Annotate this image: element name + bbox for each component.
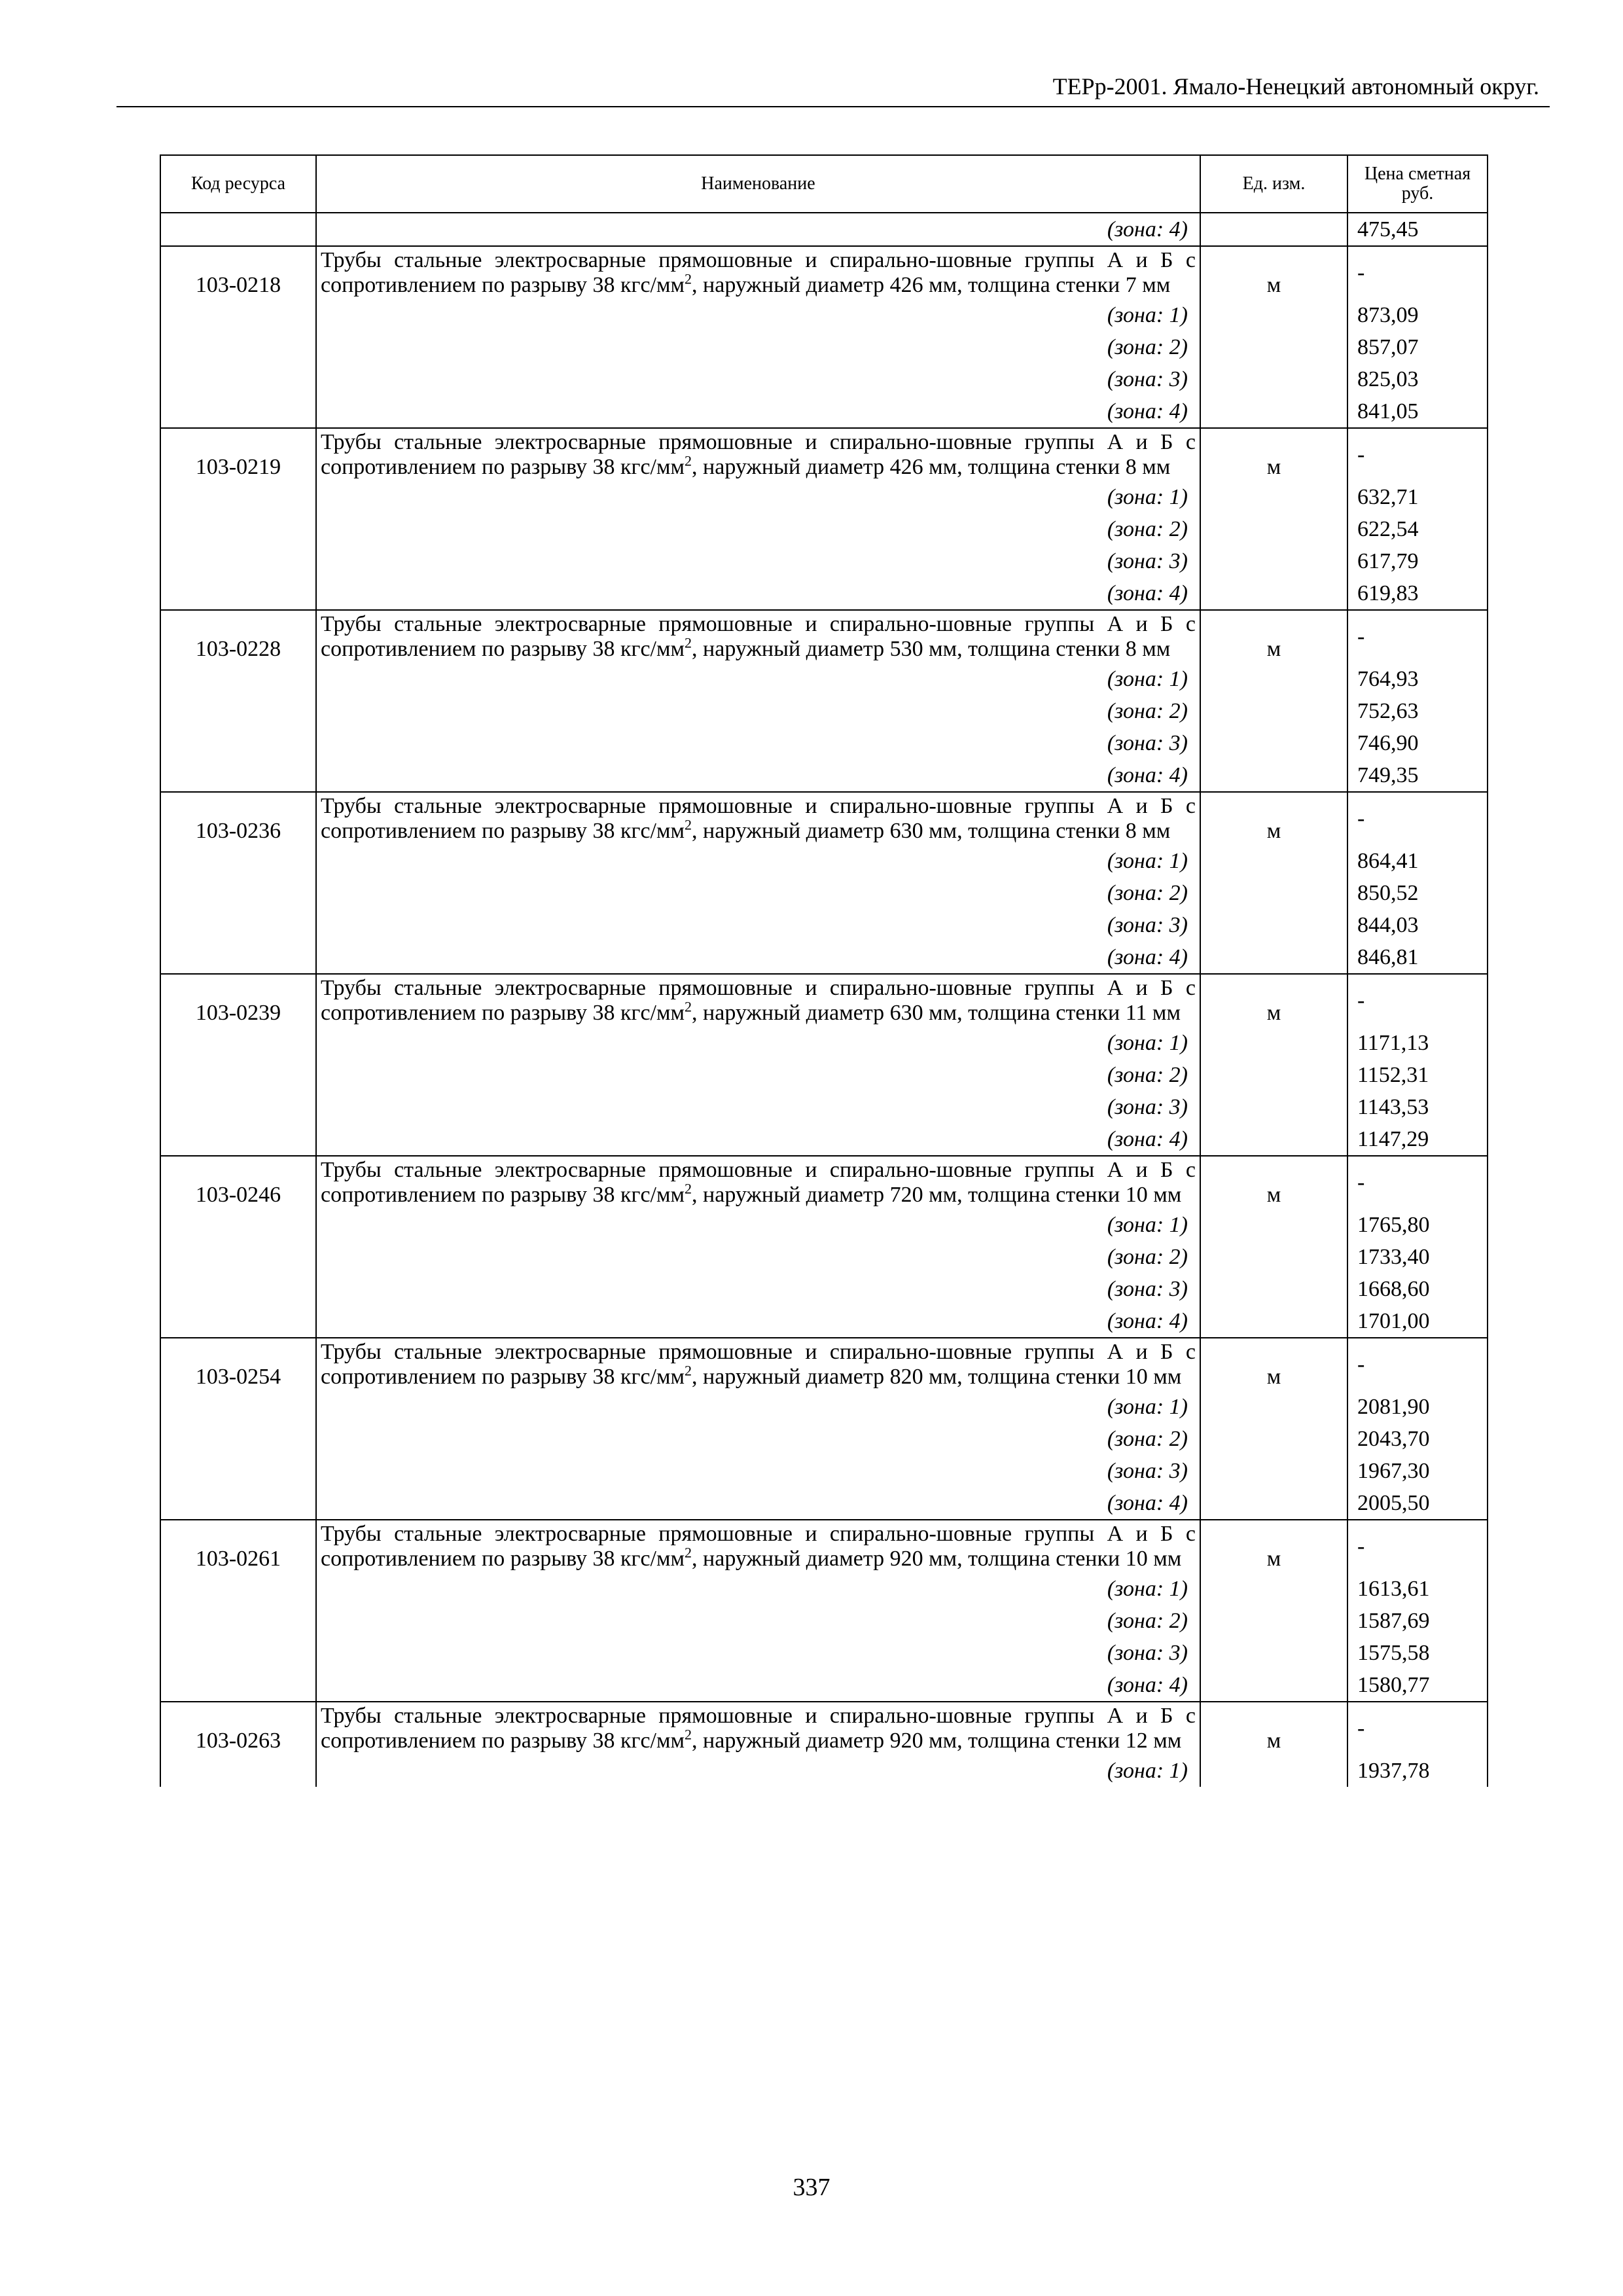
zone-label: (зона: 4) [316, 1669, 1200, 1702]
resource-unit: м [1200, 246, 1347, 428]
resource-row [160, 610, 1488, 663]
resource-price: - [1347, 1338, 1488, 1391]
resource-name-suffix: , наружный диаметр 426 мм, толщина стенки 8 мм [692, 455, 1171, 479]
resource-unit: м [1200, 1702, 1347, 1787]
zone-price: 1580,77 [1347, 1669, 1488, 1702]
resource-name-prefix: Трубы стальные электросварные прямошовные и спирально-шовные группы А и Б с сопротивлением по разрыву 38 кгс/мм [321, 1704, 1196, 1753]
zone-price: 1613,61 [1347, 1573, 1488, 1605]
resource-price: - [1347, 1702, 1488, 1755]
zone-price: 1143,53 [1347, 1091, 1488, 1123]
resource-row [160, 1702, 1488, 1755]
zone-label: (зона: 4) [316, 1305, 1200, 1338]
resource-name-suffix: , наружный диаметр 630 мм, толщина стенки 8 мм [692, 819, 1171, 843]
resource-price: - [1347, 428, 1488, 481]
resource-row [160, 1520, 1488, 1573]
zone-price: 1765,80 [1347, 1209, 1488, 1241]
resource-name [316, 246, 1200, 299]
resource-name-suffix: , наружный диаметр 920 мм, толщина стенки 10 мм [692, 1547, 1182, 1571]
zone-label: (зона: 1) [316, 663, 1200, 695]
zone-price: 2081,90 [1347, 1391, 1488, 1423]
zone-label: (зона: 4) [316, 1123, 1200, 1156]
resource-row [160, 974, 1488, 1027]
zone-label: (зона: 2) [316, 1605, 1200, 1637]
zone-price: 846,81 [1347, 941, 1488, 974]
zone-price: 752,63 [1347, 695, 1488, 727]
column-header-code: Код ресурса [160, 155, 316, 213]
resource-price: - [1347, 1520, 1488, 1573]
table-header-row [160, 155, 1488, 213]
table-cell-unit [1200, 213, 1347, 246]
resource-name-superscript: 2 [685, 634, 692, 651]
zone-price: 749,35 [1347, 759, 1488, 792]
zone-label: (зона: 3) [316, 1455, 1200, 1487]
resource-name [316, 1338, 1200, 1391]
resource-unit: м [1200, 1338, 1347, 1520]
resource-name-suffix: , наружный диаметр 630 мм, толщина стенки 11 мм [692, 1001, 1181, 1025]
resource-name-superscript: 2 [685, 998, 692, 1015]
zone-price: 864,41 [1347, 845, 1488, 877]
zone-label: (зона: 4) [316, 213, 1200, 246]
zone-price: 1733,40 [1347, 1241, 1488, 1273]
resource-name-superscript: 2 [685, 1726, 692, 1743]
resource-unit: м [1200, 1156, 1347, 1338]
zone-label: (зона: 1) [316, 845, 1200, 877]
page-number: 337 [793, 2174, 830, 2201]
resource-price: - [1347, 246, 1488, 299]
resource-name [316, 974, 1200, 1027]
zone-label: (зона: 3) [316, 1091, 1200, 1123]
zone-price: 873,09 [1347, 299, 1488, 331]
zone-price: 1575,58 [1347, 1637, 1488, 1669]
resource-name-suffix: , наружный диаметр 820 мм, толщина стенки 10 мм [692, 1365, 1182, 1389]
resource-name-prefix: Трубы стальные электросварные прямошовные и спирально-шовные группы А и Б с сопротивлением по разрыву 38 кгс/мм [321, 976, 1196, 1025]
zone-price: 1937,78 [1347, 1755, 1488, 1787]
zone-label: (зона: 2) [316, 331, 1200, 363]
zone-label: (зона: 4) [316, 941, 1200, 974]
resource-code: 103-0219 [160, 428, 316, 610]
header-divider [116, 106, 1550, 107]
table-cell-code [160, 213, 316, 246]
zone-price: 1152,31 [1347, 1059, 1488, 1091]
column-header-unit: Ед. изм. [1200, 155, 1347, 213]
resource-code: 103-0218 [160, 246, 316, 428]
resource-name-prefix: Трубы стальные электросварные прямошовные и спирально-шовные группы А и Б с сопротивлением по разрыву 38 кгс/мм [321, 430, 1196, 479]
zone-price: 1967,30 [1347, 1455, 1488, 1487]
zone-label: (зона: 4) [316, 577, 1200, 610]
resource-price: - [1347, 1156, 1488, 1209]
resource-name-prefix: Трубы стальные электросварные прямошовные и спирально-шовные группы А и Б с сопротивлением по разрыву 38 кгс/мм [321, 794, 1196, 843]
zone-label: (зона: 2) [316, 1059, 1200, 1091]
zone-label: (зона: 1) [316, 299, 1200, 331]
zone-label: (зона: 1) [316, 1391, 1200, 1423]
zone-label: (зона: 1) [316, 1027, 1200, 1059]
zone-price: 844,03 [1347, 909, 1488, 941]
zone-label: (зона: 3) [316, 727, 1200, 759]
zone-price: 475,45 [1347, 213, 1488, 246]
resource-name-superscript: 2 [685, 270, 692, 287]
resource-price: - [1347, 610, 1488, 663]
resource-price: - [1347, 974, 1488, 1027]
running-header: ТЕРр-2001. Ямало-Ненецкий автономный округ. [1052, 73, 1539, 99]
zone-label: (зона: 4) [316, 395, 1200, 428]
resource-name-suffix: , наружный диаметр 530 мм, толщина стенки 8 мм [692, 637, 1171, 661]
zone-label: (зона: 3) [316, 909, 1200, 941]
zone-label: (зона: 3) [316, 1273, 1200, 1305]
resource-code: 103-0254 [160, 1338, 316, 1520]
resource-unit: м [1200, 428, 1347, 610]
zone-price: 617,79 [1347, 545, 1488, 577]
resource-name-superscript: 2 [685, 816, 692, 833]
zone-price: 619,83 [1347, 577, 1488, 610]
resource-name-superscript: 2 [685, 452, 692, 469]
zone-price: 2043,70 [1347, 1423, 1488, 1455]
zone-label: (зона: 4) [316, 759, 1200, 792]
zone-label: (зона: 2) [316, 513, 1200, 545]
resource-name-prefix: Трубы стальные электросварные прямошовные и спирально-шовные группы А и Б с сопротивлением по разрыву 38 кгс/мм [321, 1522, 1196, 1571]
zone-price: 1147,29 [1347, 1123, 1488, 1156]
resource-name-prefix: Трубы стальные электросварные прямошовные и спирально-шовные группы А и Б с сопротивлением по разрыву 38 кгс/мм [321, 248, 1196, 297]
resource-name-suffix: , наружный диаметр 920 мм, толщина стенки 12 мм [692, 1729, 1182, 1753]
zone-price: 841,05 [1347, 395, 1488, 428]
column-header-name: Наименование [316, 155, 1200, 213]
zone-label: (зона: 3) [316, 1637, 1200, 1669]
zone-price: 1171,13 [1347, 1027, 1488, 1059]
resource-row [160, 1156, 1488, 1209]
zone-price: 632,71 [1347, 481, 1488, 513]
resource-unit: м [1200, 792, 1347, 974]
resource-price: - [1347, 792, 1488, 845]
resource-name [316, 1156, 1200, 1209]
resource-code: 103-0228 [160, 610, 316, 792]
resource-row [160, 792, 1488, 845]
zone-label: (зона: 1) [316, 1573, 1200, 1605]
resource-name-prefix: Трубы стальные электросварные прямошовные и спирально-шовные группы А и Б с сопротивлением по разрыву 38 кгс/мм [321, 612, 1196, 661]
resource-code: 103-0239 [160, 974, 316, 1156]
resource-name [316, 1702, 1200, 1755]
resource-row [160, 428, 1488, 481]
zone-price: 1587,69 [1347, 1605, 1488, 1637]
zone-label: (зона: 2) [316, 1241, 1200, 1273]
resource-row [160, 1338, 1488, 1391]
carry-over-row [160, 213, 1488, 246]
resource-name-superscript: 2 [685, 1180, 692, 1197]
resource-name-suffix: , наружный диаметр 426 мм, толщина стенки 7 мм [692, 273, 1171, 297]
resource-name-superscript: 2 [685, 1544, 692, 1561]
resource-code: 103-0246 [160, 1156, 316, 1338]
zone-price: 622,54 [1347, 513, 1488, 545]
zone-price: 857,07 [1347, 331, 1488, 363]
resource-code: 103-0261 [160, 1520, 316, 1702]
zone-label: (зона: 1) [316, 481, 1200, 513]
resource-unit: м [1200, 974, 1347, 1156]
resource-row [160, 246, 1488, 299]
resource-name [316, 1520, 1200, 1573]
resource-unit: м [1200, 1520, 1347, 1702]
zone-price: 1668,60 [1347, 1273, 1488, 1305]
zone-price: 850,52 [1347, 877, 1488, 909]
zone-label: (зона: 2) [316, 877, 1200, 909]
resource-name [316, 428, 1200, 481]
zone-label: (зона: 3) [316, 545, 1200, 577]
resource-name-prefix: Трубы стальные электросварные прямошовные и спирально-шовные группы А и Б с сопротивлением по разрыву 38 кгс/мм [321, 1158, 1196, 1207]
table-body [160, 213, 1488, 1787]
resource-name-suffix: , наружный диаметр 720 мм, толщина стенки 10 мм [692, 1183, 1182, 1207]
price-table [160, 154, 1488, 1787]
zone-label: (зона: 3) [316, 363, 1200, 395]
resource-code: 103-0263 [160, 1702, 316, 1787]
zone-label: (зона: 2) [316, 1423, 1200, 1455]
resource-name-superscript: 2 [685, 1362, 692, 1379]
resource-name [316, 792, 1200, 845]
resource-name [316, 610, 1200, 663]
resource-name-prefix: Трубы стальные электросварные прямошовные и спирально-шовные группы А и Б с сопротивлением по разрыву 38 кгс/мм [321, 1340, 1196, 1389]
zone-label: (зона: 4) [316, 1487, 1200, 1520]
zone-price: 2005,50 [1347, 1487, 1488, 1520]
resource-unit: м [1200, 610, 1347, 792]
resource-code: 103-0236 [160, 792, 316, 974]
column-header-price: Цена сметная руб. [1347, 155, 1488, 213]
zone-price: 1701,00 [1347, 1305, 1488, 1338]
zone-label: (зона: 1) [316, 1755, 1200, 1787]
zone-label: (зона: 2) [316, 695, 1200, 727]
zone-price: 746,90 [1347, 727, 1488, 759]
zone-label: (зона: 1) [316, 1209, 1200, 1241]
zone-price: 764,93 [1347, 663, 1488, 695]
zone-price: 825,03 [1347, 363, 1488, 395]
